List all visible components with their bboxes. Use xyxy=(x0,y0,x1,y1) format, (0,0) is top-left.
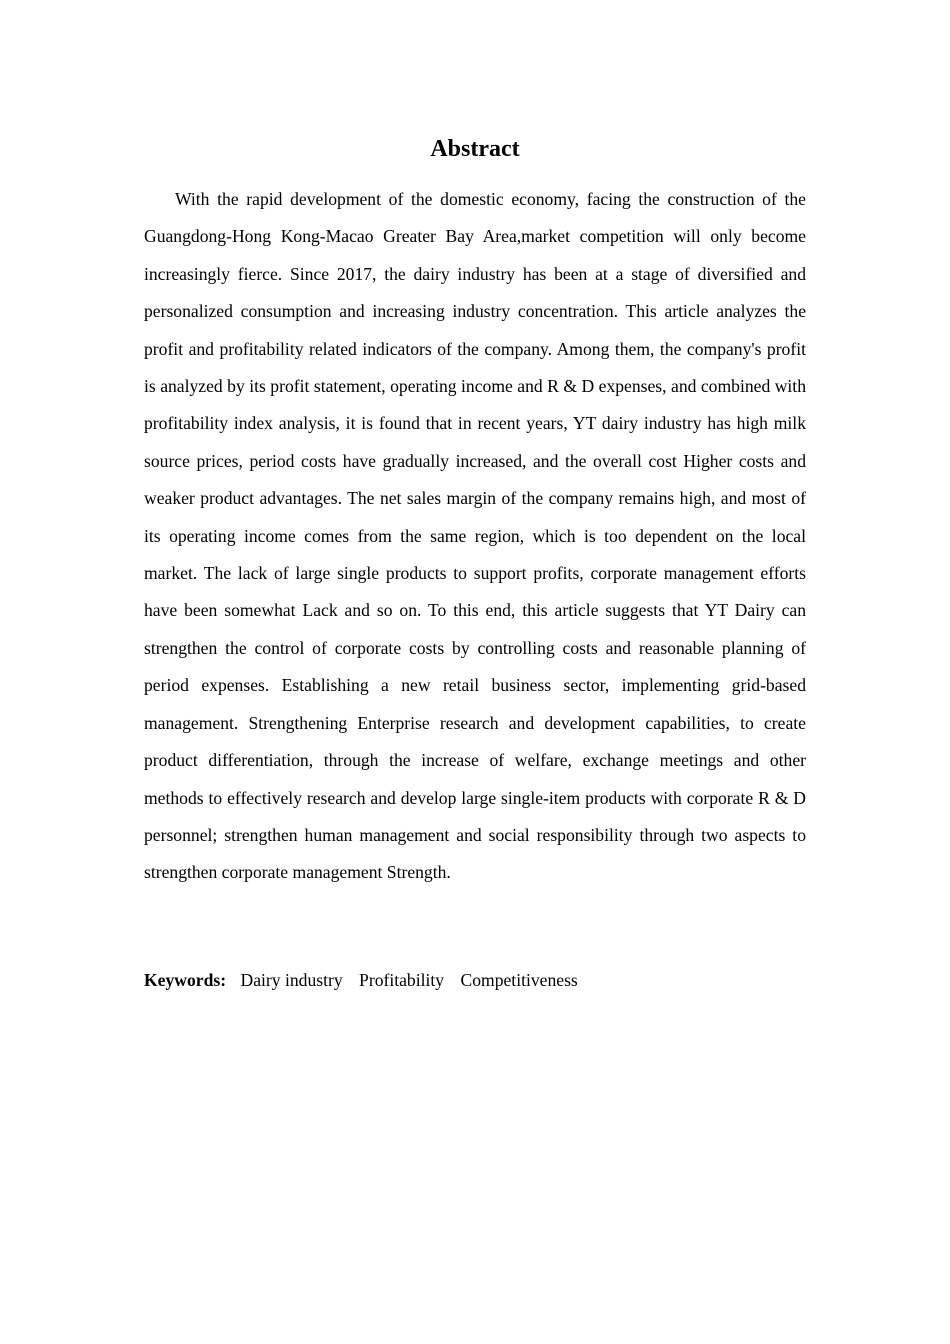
abstract-body: With the rapid development of the domestic economy, facing the construction of the Guangdong-Hong Kong-Macao Greater Bay Area,market competition will only become increasingly fierce. Since 2017, the dairy industry has been at a stage of diversified and personalized consumption and increasing industry concentration. This article analyzes the profit and profitability related indicators of the company. Among them, the company's profit is analyzed by its profit statement, operating income and R & D expenses, and combined with profitability index analysis, it is found that in recent years, YT dairy industry has high milk source prices, period costs have gradually increased, and the overall cost Higher costs and weaker product advantages. The net sales margin of the company remains high, and most of its operating income comes from the same region, which is too dependent on the local market. The lack of large single products to support profits, corporate management efforts have been somewhat Lack and so on. To this end, this article suggests that YT Dairy can strengthen the control of corporate costs by controlling costs and reasonable planning of period expenses. Establishing a new retail business sector, implementing grid-based management. Strengthening Enterprise research and development capabilities, to create product differentiation, through the increase of welfare, exchange meetings and other methods to effectively research and develop large single-item products with corporate R & D personnel; strengthen human management and social responsibility through two aspects to strengthen corporate management Strength. xyxy=(144,189,806,883)
keyword-item: Dairy industry xyxy=(240,970,343,990)
keywords-line xyxy=(144,962,806,999)
keyword-item: Profitability xyxy=(359,970,445,990)
keyword-item: Competitiveness xyxy=(460,970,578,990)
keywords-label: Keywords: xyxy=(144,970,227,990)
abstract-title: Abstract xyxy=(430,136,520,162)
